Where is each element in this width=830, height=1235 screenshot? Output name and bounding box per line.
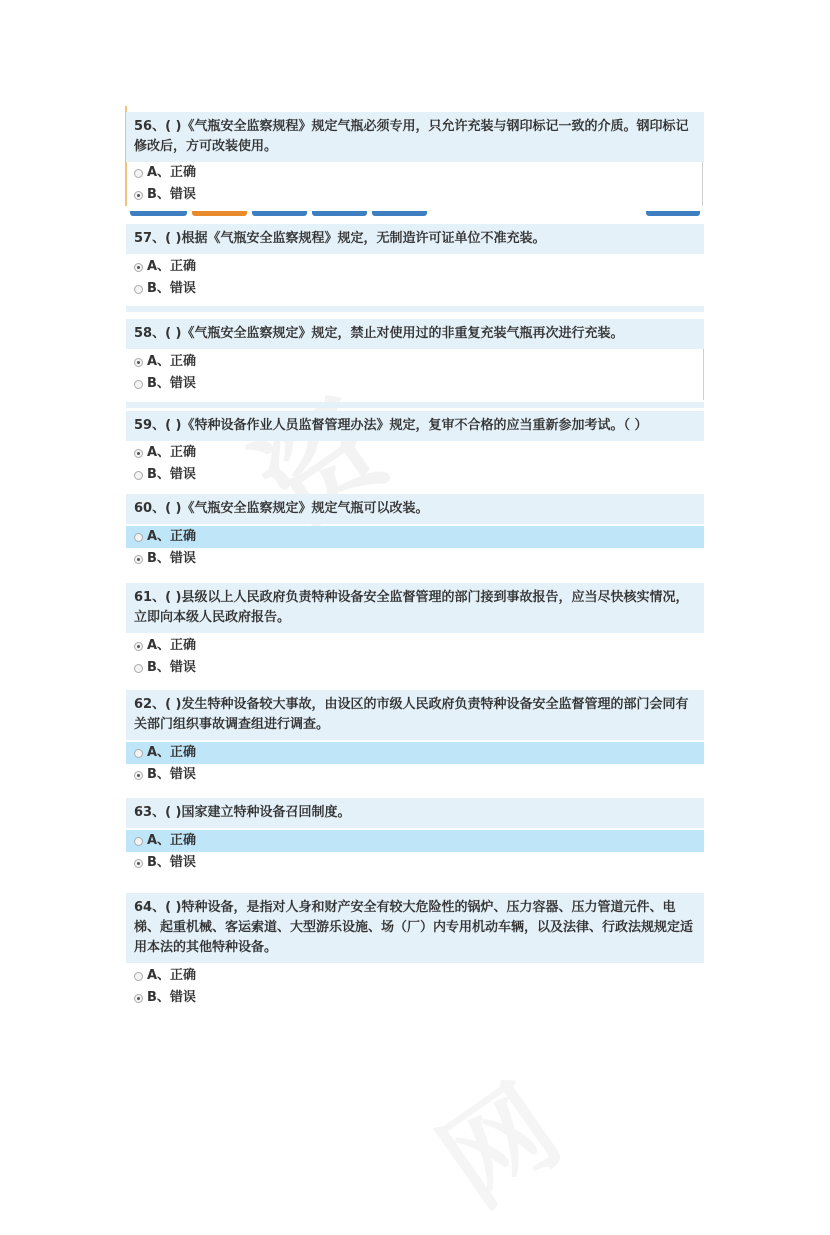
question-text: 58、( )《气瓶安全监察规定》规定，禁止对使用过的非重复充装气瓶再次进行充装。 <box>126 319 704 349</box>
option-b[interactable]: B、错误 <box>126 657 704 679</box>
option-a[interactable]: A、正确 <box>126 742 704 764</box>
option-b[interactable]: B、错误 <box>126 548 704 570</box>
option-b[interactable]: B、错误 <box>126 464 704 486</box>
option-a[interactable]: A、正确 <box>126 830 704 852</box>
radio-icon[interactable] <box>134 994 143 1003</box>
radio-icon[interactable] <box>134 263 143 272</box>
radio-icon[interactable] <box>134 169 143 178</box>
option-a[interactable]: A、正确 <box>126 635 704 657</box>
nav-button[interactable] <box>646 211 700 216</box>
option-b[interactable]: B、错误 <box>126 184 704 206</box>
radio-icon[interactable] <box>134 191 143 200</box>
radio-icon[interactable] <box>134 749 143 758</box>
option-b[interactable]: B、错误 <box>126 373 704 395</box>
radio-icon[interactable] <box>134 555 143 564</box>
radio-icon[interactable] <box>134 642 143 651</box>
radio-icon[interactable] <box>134 471 143 480</box>
radio-icon[interactable] <box>134 837 143 846</box>
question-60 <box>126 494 704 570</box>
option-b[interactable]: B、错误 <box>126 852 704 874</box>
radio-icon[interactable] <box>134 285 143 294</box>
option-a[interactable]: A、正确 <box>126 442 704 464</box>
question-text: 61、( )县级以上人民政府负责特种设备安全监督管理的部门接到事故报告，应当尽快核实情况，立即向本级人民政府报告。 <box>126 583 704 633</box>
nav-button[interactable] <box>252 211 307 216</box>
radio-icon[interactable] <box>134 533 143 542</box>
question-text: 59、( )《特种设备作业人员监督管理办法》规定，复审不合格的应当重新参加考试。（ ） <box>126 411 704 441</box>
radio-icon[interactable] <box>134 972 143 981</box>
radio-icon[interactable] <box>134 771 143 780</box>
watermark <box>405 1043 586 1235</box>
question-59 <box>126 411 704 486</box>
nav-button[interactable] <box>312 211 367 216</box>
option-a[interactable]: A、正确 <box>126 965 704 987</box>
option-a[interactable]: A、正确 <box>126 162 704 184</box>
option-a[interactable]: A、正确 <box>126 256 704 278</box>
question-61 <box>126 583 704 679</box>
question-62 <box>126 690 704 786</box>
question-58 <box>126 319 704 395</box>
nav-button[interactable] <box>372 211 427 216</box>
question-63 <box>126 798 704 874</box>
button-row <box>126 211 704 217</box>
nav-button[interactable] <box>130 211 187 216</box>
question-text: 63、( )国家建立特种设备召回制度。 <box>126 798 704 828</box>
radio-icon[interactable] <box>134 358 143 367</box>
question-text: 64、( )特种设备，是指对人身和财产安全有较大危险性的锅炉、压力容器、压力管道元件、电梯、起重机械、客运索道、大型游乐设施、场（厂）内专用机动车辆，以及法律、行政法规规定适用本法的其他特种设备。 <box>126 893 704 963</box>
question-64 <box>126 893 704 1009</box>
divider <box>126 306 704 312</box>
question-text: 56、( )《气瓶安全监察规程》规定气瓶必须专用，只允许充装与钢印标记一致的介质。钢印标记修改后，方可改装使用。 <box>126 112 704 162</box>
option-b[interactable]: B、错误 <box>126 764 704 786</box>
option-a[interactable]: A、正确 <box>126 526 704 548</box>
option-b[interactable]: B、错误 <box>126 278 704 300</box>
radio-icon[interactable] <box>134 859 143 868</box>
radio-icon[interactable] <box>134 664 143 673</box>
question-57 <box>126 224 704 300</box>
radio-icon[interactable] <box>134 449 143 458</box>
question-text: 57、( )根据《气瓶安全监察规程》规定，无制造许可证单位不准充装。 <box>126 224 704 254</box>
question-text: 62、( )发生特种设备较大事故，由设区的市级人民政府负责特种设备安全监督管理的部门会同有关部门组织事故调查组进行调查。 <box>126 690 704 740</box>
option-b[interactable]: B、错误 <box>126 987 704 1009</box>
radio-icon[interactable] <box>134 380 143 389</box>
option-a[interactable]: A、正确 <box>126 351 704 373</box>
divider <box>126 402 704 408</box>
question-text: 60、( )《气瓶安全监察规定》规定气瓶可以改装。 <box>126 494 704 524</box>
nav-button[interactable] <box>192 211 247 216</box>
question-56 <box>126 112 704 206</box>
